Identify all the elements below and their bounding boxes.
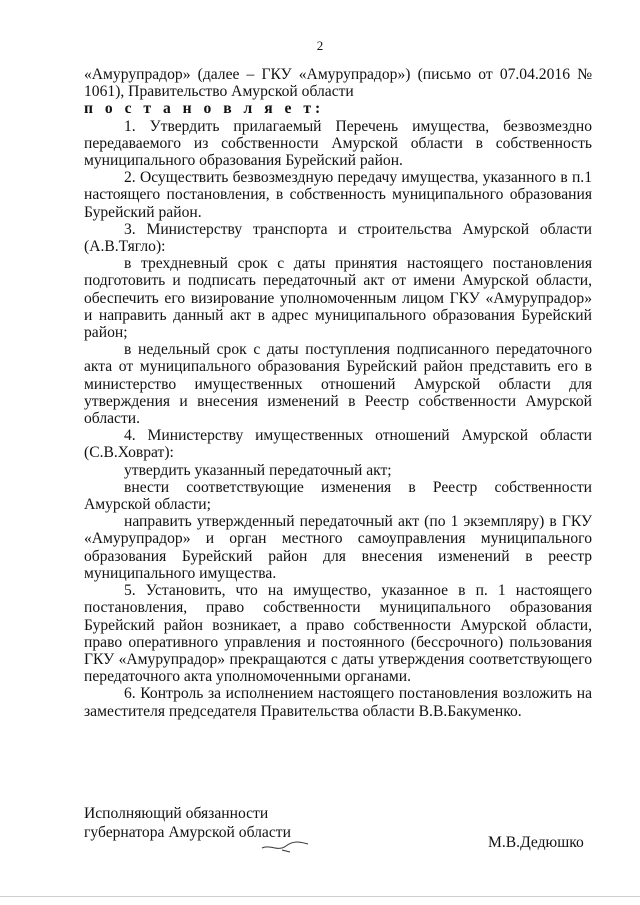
paragraph: утвердить указанный передаточный акт;	[124, 461, 392, 479]
signatory-title-line-1: Исполняющий обязанности	[84, 805, 269, 822]
paragraph: внести соответствующие изменения в Реестр собственности Амурской области;	[84, 478, 592, 514]
paragraph: 4. Министерству имущественных отношений Амурской области (С.В.Ховрат):	[84, 427, 592, 462]
scan-edge	[0, 896, 640, 897]
page-number: 2	[316, 38, 324, 53]
paragraph: в недельный срок с даты поступления подписанного передаточного акта от муниципального образования Бурейский район представить его в министерство имущественных отношений Амурской области для утверждения и внесения изменений в Реестр собственности Амурской области.	[84, 341, 592, 428]
signatory-title-line-2: губернатора Амурской области	[84, 824, 291, 841]
paragraph: 6. Контроль за исполнением настоящего постановления возложить на заместителя председателя Правительства области В.В.Бакуменко.	[84, 685, 592, 720]
decree-keyword: п о с т а н о в л я е т:	[84, 100, 325, 118]
document-body	[84, 66, 592, 720]
paragraph: направить утвержденный передаточный акт (по 1 экземпляру) в ГКУ «Амурупрадор» и орган местного самоуправления муниципального образования Бурейский район для внесения изменений в реестр муниципального имущества.	[84, 513, 592, 582]
paragraph: в трехдневный срок с даты принятия настоящего постановления подготовить и подписать передаточный акт от имени Амурской области, обеспечить его визирование уполномоченным лицом ГКУ «Амурупрадор» и направить данный акт в адрес муниципального образования Бурейский район;	[84, 255, 592, 342]
signatory-name: М.В.Дедюшко	[488, 834, 584, 851]
paragraph: 2. Осуществить безвозмездную передачу имущества, указанного в п.1 настоящего постановления, в собственность муниципального образования Бурейский район.	[84, 169, 592, 221]
paragraph: 1. Утвердить прилагаемый Перечень имущества, безвозмездно передаваемого из собственности Амурской области в собственность муниципального образования Бурейский район.	[84, 117, 592, 170]
paragraph: 5. Установить, что на имущество, указанное в п. 1 настоящего постановления, право собственности муниципального образования Бурейский район возникает, а право собственности Амурской области, право оперативного управления и постоянного (бессрочного) пользования ГКУ «Амурупрадор» прекращаются с даты утверждения соответствующего передаточного акта уполномоченными органами.	[84, 582, 592, 686]
paragraph: 3. Министерству транспорта и строительства Амурской области (А.В.Тягло):	[84, 220, 592, 256]
paragraph: «Амурупрадор» (далее – ГКУ «Амурупрадор») (письмо от 07.04.2016 № 1061), Правительство Амурской области	[84, 66, 592, 101]
handwritten-signature	[260, 832, 310, 856]
